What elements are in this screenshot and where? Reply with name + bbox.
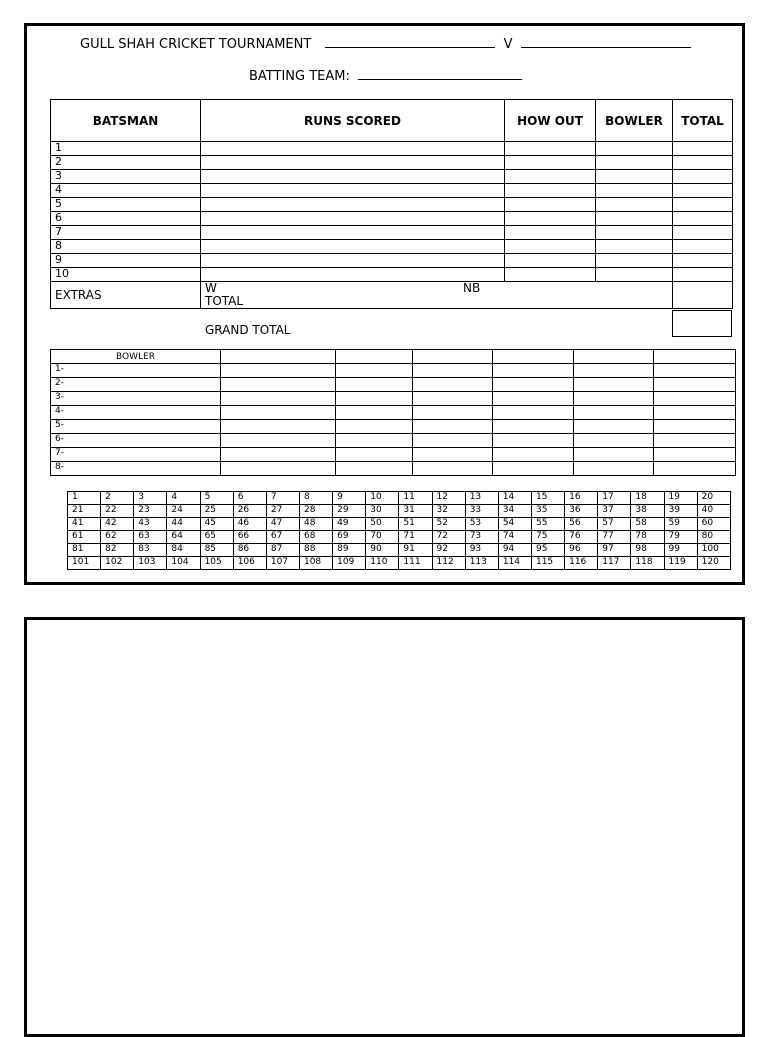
how-out-cell[interactable] (505, 198, 596, 212)
ball-number-cell[interactable]: 99 (664, 544, 697, 557)
over-cell[interactable] (221, 392, 336, 406)
batsman-number[interactable]: 2 (51, 156, 201, 170)
bowling-header-cell[interactable] (493, 350, 574, 364)
bowler-row (51, 420, 736, 434)
over-cell[interactable] (574, 378, 654, 392)
batsman-number[interactable]: 7 (51, 226, 201, 240)
over-cell[interactable] (221, 364, 336, 378)
ball-number-cell[interactable]: 85 (200, 544, 233, 557)
ball-number-cell[interactable]: 38 (631, 505, 664, 518)
bowler-cell[interactable] (596, 156, 673, 170)
bowling-table (50, 349, 736, 476)
ball-count-row (68, 531, 731, 544)
runs-cell[interactable] (201, 268, 505, 282)
over-cell[interactable] (413, 392, 493, 406)
ball-number-cell[interactable]: 48 (299, 518, 332, 531)
bowler-cell[interactable] (596, 240, 673, 254)
ball-number-cell[interactable]: 88 (299, 544, 332, 557)
ball-number-cell[interactable]: 76 (565, 531, 598, 544)
over-cell[interactable] (413, 448, 493, 462)
ball-number-cell[interactable]: 40 (697, 505, 730, 518)
bowling-header-cell[interactable] (336, 350, 413, 364)
ball-number-cell[interactable]: 72 (432, 531, 465, 544)
batting-table (50, 99, 733, 309)
over-cell[interactable] (493, 406, 574, 420)
over-cell[interactable] (493, 448, 574, 462)
ball-number-cell[interactable]: 32 (432, 505, 465, 518)
ball-number-cell[interactable]: 94 (498, 544, 531, 557)
over-cell[interactable] (654, 462, 736, 476)
ball-count-row (68, 505, 731, 518)
ball-number-cell[interactable]: 69 (333, 531, 366, 544)
batsman-number[interactable]: 8 (51, 240, 201, 254)
how-out-cell[interactable] (505, 212, 596, 226)
ball-number-cell[interactable]: 12 (432, 492, 465, 505)
ball-number-cell[interactable]: 70 (366, 531, 399, 544)
ball-number-cell[interactable]: 62 (101, 531, 134, 544)
ball-number-cell[interactable]: 13 (465, 492, 498, 505)
over-cell[interactable] (336, 364, 413, 378)
grand-total-label: GRAND TOTAL (205, 323, 291, 337)
bowling-header-cell[interactable] (413, 350, 493, 364)
bowler-cell[interactable] (596, 142, 673, 156)
batsman-number[interactable]: 4 (51, 184, 201, 198)
ball-number-cell[interactable]: 34 (498, 505, 531, 518)
ball-number-cell[interactable]: 102 (101, 557, 134, 570)
over-cell[interactable] (574, 462, 654, 476)
versus-label: V (503, 37, 513, 52)
over-cell[interactable] (336, 406, 413, 420)
over-cell[interactable] (413, 364, 493, 378)
ball-count-row (68, 518, 731, 531)
bowling-header-cell[interactable] (574, 350, 654, 364)
col-batsman: BATSMAN (51, 100, 201, 142)
over-cell[interactable] (336, 448, 413, 462)
ball-number-cell[interactable]: 8 (299, 492, 332, 505)
bowler-cell[interactable] (596, 198, 673, 212)
batting-team-blank[interactable] (358, 68, 522, 80)
ball-number-cell[interactable]: 91 (399, 544, 432, 557)
ball-number-cell[interactable]: 45 (200, 518, 233, 531)
runs-cell[interactable] (201, 184, 505, 198)
batsman-row (51, 198, 733, 212)
ball-number-cell[interactable]: 2 (101, 492, 134, 505)
bowler-cell[interactable] (596, 268, 673, 282)
ball-number-cell[interactable]: 67 (266, 531, 299, 544)
ball-number-cell[interactable]: 56 (565, 518, 598, 531)
grand-total-cell[interactable] (672, 310, 732, 337)
bowler-cell[interactable] (596, 170, 673, 184)
ball-number-cell[interactable]: 14 (498, 492, 531, 505)
total-cell[interactable] (673, 212, 733, 226)
ball-number-cell[interactable]: 93 (465, 544, 498, 557)
how-out-cell[interactable] (505, 184, 596, 198)
scorecard-sheet (24, 23, 745, 585)
extras-total-cell[interactable] (673, 282, 733, 309)
ball-number-cell[interactable]: 105 (200, 557, 233, 570)
over-cell[interactable] (336, 392, 413, 406)
over-cell[interactable] (413, 378, 493, 392)
over-cell[interactable] (413, 420, 493, 434)
ball-number-cell[interactable]: 61 (68, 531, 101, 544)
col-how-out: HOW OUT (505, 100, 596, 142)
over-cell[interactable] (654, 420, 736, 434)
over-cell[interactable] (654, 406, 736, 420)
ball-number-cell[interactable]: 78 (631, 531, 664, 544)
over-cell[interactable] (336, 420, 413, 434)
ball-number-cell[interactable]: 111 (399, 557, 432, 570)
team-b-blank[interactable] (521, 36, 691, 48)
bowler-row (51, 448, 736, 462)
batsman-row (51, 212, 733, 226)
total-cell[interactable] (673, 170, 733, 184)
col-runs-scored: RUNS SCORED (201, 100, 505, 142)
extras-detail (201, 282, 673, 309)
batsman-number[interactable]: 3 (51, 170, 201, 184)
ball-number-cell[interactable]: 22 (101, 505, 134, 518)
ball-number-cell[interactable]: 47 (266, 518, 299, 531)
over-cell[interactable] (413, 406, 493, 420)
bowler-number[interactable]: 1- (51, 364, 221, 378)
ball-number-cell[interactable]: 112 (432, 557, 465, 570)
runs-cell[interactable] (201, 156, 505, 170)
ball-number-cell[interactable]: 114 (498, 557, 531, 570)
runs-cell[interactable] (201, 142, 505, 156)
over-cell[interactable] (654, 392, 736, 406)
ball-number-cell[interactable]: 59 (664, 518, 697, 531)
ball-number-cell[interactable]: 51 (399, 518, 432, 531)
ball-number-cell[interactable]: 120 (697, 557, 730, 570)
ball-number-cell[interactable]: 37 (598, 505, 631, 518)
ball-number-cell[interactable]: 58 (631, 518, 664, 531)
how-out-cell[interactable] (505, 226, 596, 240)
total-cell[interactable] (673, 156, 733, 170)
ball-number-cell[interactable]: 117 (598, 557, 631, 570)
ball-number-cell[interactable]: 64 (167, 531, 200, 544)
title-line (80, 36, 691, 52)
over-cell[interactable] (493, 378, 574, 392)
ball-count-grid (67, 491, 731, 570)
over-cell[interactable] (336, 434, 413, 448)
ball-number-cell[interactable]: 81 (68, 544, 101, 557)
bowler-number[interactable]: 7- (51, 448, 221, 462)
ball-number-cell[interactable]: 11 (399, 492, 432, 505)
ball-number-cell[interactable]: 28 (299, 505, 332, 518)
ball-number-cell[interactable]: 24 (167, 505, 200, 518)
over-cell[interactable] (654, 448, 736, 462)
ball-number-cell[interactable]: 49 (333, 518, 366, 531)
ball-number-cell[interactable]: 19 (664, 492, 697, 505)
bowler-cell[interactable] (596, 212, 673, 226)
runs-cell[interactable] (201, 240, 505, 254)
over-cell[interactable] (221, 462, 336, 476)
ball-number-cell[interactable]: 74 (498, 531, 531, 544)
ball-number-cell[interactable]: 31 (399, 505, 432, 518)
ball-number-cell[interactable]: 106 (233, 557, 266, 570)
ball-number-cell[interactable]: 89 (333, 544, 366, 557)
bowler-row (51, 406, 736, 420)
ball-number-cell[interactable]: 33 (465, 505, 498, 518)
ball-number-cell[interactable]: 71 (399, 531, 432, 544)
wides-label: W (205, 281, 217, 295)
over-cell[interactable] (413, 434, 493, 448)
ball-number-cell[interactable]: 36 (565, 505, 598, 518)
batsman-number[interactable]: 9 (51, 254, 201, 268)
col-bowler: BOWLER (596, 100, 673, 142)
batsman-row (51, 254, 733, 268)
runs-cell[interactable] (201, 212, 505, 226)
total-cell[interactable] (673, 226, 733, 240)
ball-number-cell[interactable]: 10 (366, 492, 399, 505)
over-cell[interactable] (574, 364, 654, 378)
over-cell[interactable] (413, 462, 493, 476)
ball-number-cell[interactable]: 97 (598, 544, 631, 557)
ball-number-cell[interactable]: 1 (68, 492, 101, 505)
batsman-row (51, 184, 733, 198)
runs-cell[interactable] (201, 170, 505, 184)
over-cell[interactable] (574, 406, 654, 420)
extras-total-label: TOTAL (205, 294, 244, 308)
ball-number-cell[interactable]: 87 (266, 544, 299, 557)
batsman-number[interactable]: 6 (51, 212, 201, 226)
batsman-row (51, 268, 733, 282)
how-out-cell[interactable] (505, 170, 596, 184)
bowling-header-cell[interactable] (221, 350, 336, 364)
how-out-cell[interactable] (505, 254, 596, 268)
ball-number-cell[interactable]: 7 (266, 492, 299, 505)
runs-cell[interactable] (201, 198, 505, 212)
ball-number-cell[interactable]: 109 (333, 557, 366, 570)
ball-number-cell[interactable]: 77 (598, 531, 631, 544)
ball-number-cell[interactable]: 54 (498, 518, 531, 531)
total-cell[interactable] (673, 254, 733, 268)
over-cell[interactable] (654, 378, 736, 392)
over-cell[interactable] (221, 378, 336, 392)
ball-number-cell[interactable]: 95 (531, 544, 564, 557)
batsman-row (51, 142, 733, 156)
ball-number-cell[interactable]: 39 (664, 505, 697, 518)
over-cell[interactable] (654, 434, 736, 448)
ball-number-cell[interactable]: 23 (134, 505, 167, 518)
batsman-row (51, 156, 733, 170)
bowler-number[interactable]: 3- (51, 392, 221, 406)
bowler-number[interactable]: 8- (51, 462, 221, 476)
ball-number-cell[interactable]: 5 (200, 492, 233, 505)
over-cell[interactable] (493, 462, 574, 476)
bowler-number[interactable]: 4- (51, 406, 221, 420)
ball-number-cell[interactable]: 84 (167, 544, 200, 557)
col-total: TOTAL (673, 100, 733, 142)
how-out-cell[interactable] (505, 142, 596, 156)
ball-number-cell[interactable]: 18 (631, 492, 664, 505)
batsman-number[interactable]: 1 (51, 142, 201, 156)
bowler-number[interactable]: 6- (51, 434, 221, 448)
batting-team-label: BATTING TEAM: (249, 69, 350, 84)
ball-number-cell[interactable]: 15 (531, 492, 564, 505)
ball-number-cell[interactable]: 17 (598, 492, 631, 505)
over-cell[interactable] (493, 392, 574, 406)
bowler-number[interactable]: 5- (51, 420, 221, 434)
over-cell[interactable] (336, 378, 413, 392)
ball-number-cell[interactable]: 65 (200, 531, 233, 544)
over-cell[interactable] (574, 420, 654, 434)
ball-number-cell[interactable]: 118 (631, 557, 664, 570)
ball-number-cell[interactable]: 55 (531, 518, 564, 531)
ball-number-cell[interactable]: 101 (68, 557, 101, 570)
ball-number-cell[interactable]: 107 (266, 557, 299, 570)
ball-number-cell[interactable]: 103 (134, 557, 167, 570)
ball-number-cell[interactable]: 25 (200, 505, 233, 518)
ball-number-cell[interactable]: 63 (134, 531, 167, 544)
bowling-header-cell[interactable] (654, 350, 736, 364)
ball-number-cell[interactable]: 52 (432, 518, 465, 531)
ball-number-cell[interactable]: 35 (531, 505, 564, 518)
batsman-row (51, 170, 733, 184)
over-cell[interactable] (493, 364, 574, 378)
ball-number-cell[interactable]: 21 (68, 505, 101, 518)
ball-number-cell[interactable]: 110 (366, 557, 399, 570)
ball-number-cell[interactable]: 53 (465, 518, 498, 531)
bowler-number[interactable]: 2- (51, 378, 221, 392)
over-cell[interactable] (574, 448, 654, 462)
ball-number-cell[interactable]: 41 (68, 518, 101, 531)
bowler-row (51, 378, 736, 392)
ball-number-cell[interactable]: 75 (531, 531, 564, 544)
ball-number-cell[interactable]: 79 (664, 531, 697, 544)
ball-number-cell[interactable]: 50 (366, 518, 399, 531)
runs-cell[interactable] (201, 254, 505, 268)
ball-number-cell[interactable]: 116 (565, 557, 598, 570)
ball-number-cell[interactable]: 46 (233, 518, 266, 531)
bowling-header-row (51, 350, 736, 364)
over-cell[interactable] (221, 434, 336, 448)
ball-number-cell[interactable]: 26 (233, 505, 266, 518)
bowler-row (51, 462, 736, 476)
ball-number-cell[interactable]: 115 (531, 557, 564, 570)
bowler-row (51, 364, 736, 378)
ball-number-cell[interactable]: 43 (134, 518, 167, 531)
ball-number-cell[interactable]: 27 (266, 505, 299, 518)
ball-number-cell[interactable]: 30 (366, 505, 399, 518)
ball-number-cell[interactable]: 82 (101, 544, 134, 557)
total-cell[interactable] (673, 198, 733, 212)
batting-header-row (51, 100, 733, 142)
ball-count-row (68, 557, 731, 570)
ball-number-cell[interactable]: 108 (299, 557, 332, 570)
batting-team-line (249, 68, 522, 84)
ball-number-cell[interactable]: 80 (697, 531, 730, 544)
ball-number-cell[interactable]: 119 (664, 557, 697, 570)
over-cell[interactable] (574, 392, 654, 406)
team-a-blank[interactable] (325, 36, 495, 48)
over-cell[interactable] (574, 434, 654, 448)
how-out-cell[interactable] (505, 156, 596, 170)
over-cell[interactable] (493, 420, 574, 434)
ball-number-cell[interactable]: 29 (333, 505, 366, 518)
how-out-cell[interactable] (505, 240, 596, 254)
batsman-row (51, 226, 733, 240)
ball-number-cell[interactable]: 44 (167, 518, 200, 531)
ball-number-cell[interactable]: 113 (465, 557, 498, 570)
ball-number-cell[interactable]: 20 (697, 492, 730, 505)
over-cell[interactable] (654, 364, 736, 378)
tournament-title: GULL SHAH CRICKET TOURNAMENT (80, 37, 312, 52)
blank-sheet (24, 617, 745, 1037)
how-out-cell[interactable] (505, 268, 596, 282)
ball-number-cell[interactable]: 96 (565, 544, 598, 557)
ball-number-cell[interactable]: 6 (233, 492, 266, 505)
bowler-cell[interactable] (596, 184, 673, 198)
ball-number-cell[interactable]: 73 (465, 531, 498, 544)
ball-number-cell[interactable]: 4 (167, 492, 200, 505)
ball-number-cell[interactable]: 92 (432, 544, 465, 557)
ball-number-cell[interactable]: 42 (101, 518, 134, 531)
ball-number-cell[interactable]: 16 (565, 492, 598, 505)
extras-label: EXTRAS (51, 282, 201, 309)
ball-number-cell[interactable]: 57 (598, 518, 631, 531)
ball-number-cell[interactable]: 83 (134, 544, 167, 557)
total-cell[interactable] (673, 184, 733, 198)
ball-count-row (68, 544, 731, 557)
bowler-cell[interactable] (596, 254, 673, 268)
ball-number-cell[interactable]: 98 (631, 544, 664, 557)
over-cell[interactable] (336, 462, 413, 476)
ball-count-row (68, 492, 731, 505)
bowler-row (51, 434, 736, 448)
total-cell[interactable] (673, 268, 733, 282)
ball-number-cell[interactable]: 3 (134, 492, 167, 505)
total-cell[interactable] (673, 240, 733, 254)
total-cell[interactable] (673, 142, 733, 156)
over-cell[interactable] (221, 420, 336, 434)
bowler-cell[interactable] (596, 226, 673, 240)
batsman-row (51, 240, 733, 254)
no-balls-label: NB (463, 281, 481, 295)
runs-cell[interactable] (201, 226, 505, 240)
bowler-row (51, 392, 736, 406)
over-cell[interactable] (493, 434, 574, 448)
batsman-number[interactable]: 5 (51, 198, 201, 212)
ball-number-cell[interactable]: 9 (333, 492, 366, 505)
ball-number-cell[interactable]: 66 (233, 531, 266, 544)
ball-number-cell[interactable]: 60 (697, 518, 730, 531)
ball-number-cell[interactable]: 68 (299, 531, 332, 544)
over-cell[interactable] (221, 448, 336, 462)
col-bowler-name: BOWLER (51, 350, 221, 364)
batsman-number[interactable]: 10 (51, 268, 201, 282)
ball-number-cell[interactable]: 86 (233, 544, 266, 557)
extras-row (51, 282, 733, 309)
ball-number-cell[interactable]: 100 (697, 544, 730, 557)
ball-number-cell[interactable]: 90 (366, 544, 399, 557)
ball-number-cell[interactable]: 104 (167, 557, 200, 570)
over-cell[interactable] (221, 406, 336, 420)
